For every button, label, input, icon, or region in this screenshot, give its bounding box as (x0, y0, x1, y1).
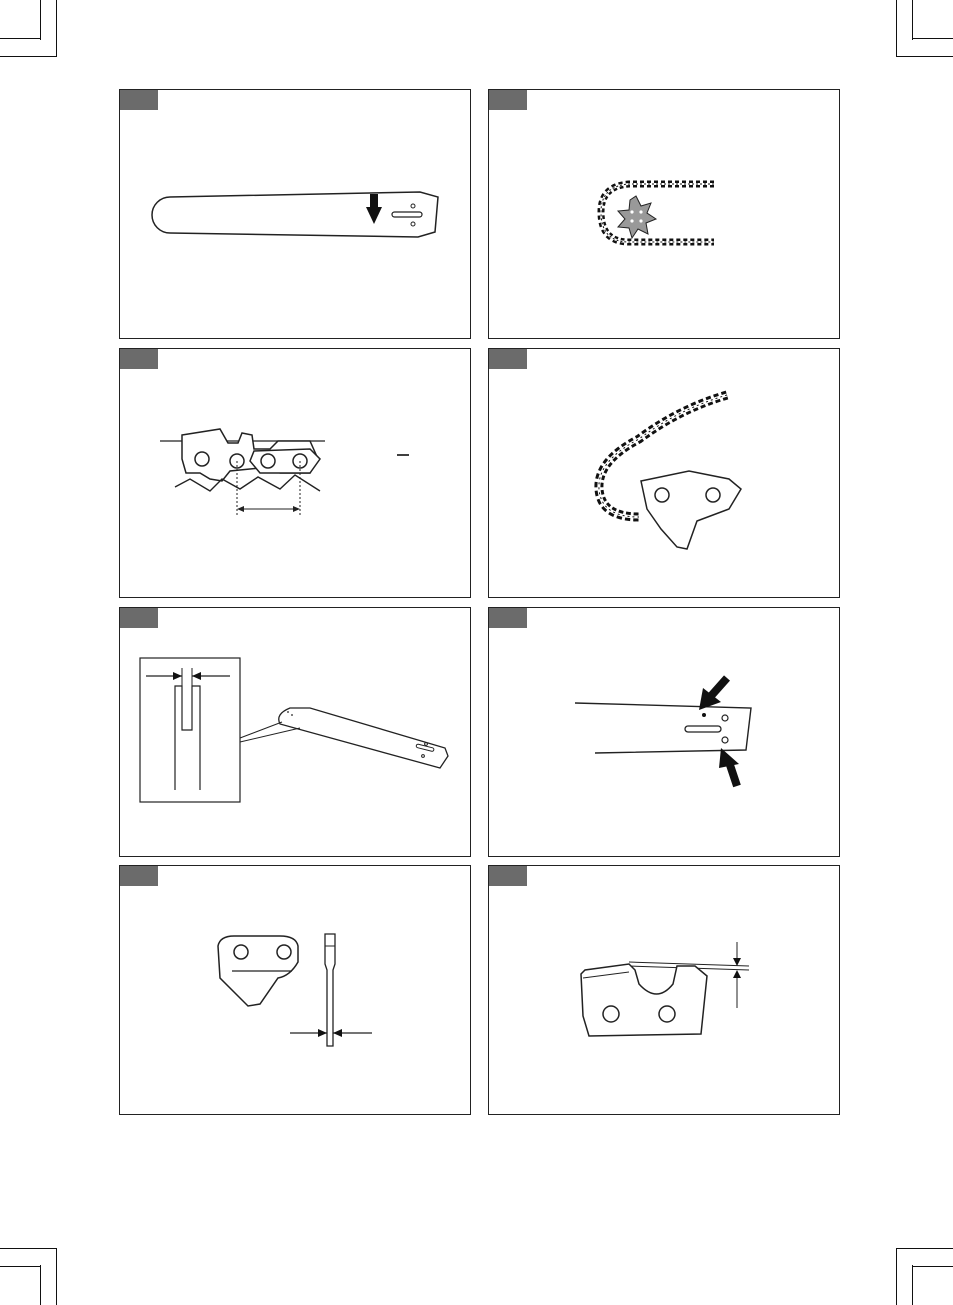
panel-chain-loop (488, 348, 840, 598)
groove-width-illustration (120, 608, 472, 858)
chain-loop-illustration (489, 349, 841, 599)
chain-sprocket-illustration (489, 90, 841, 340)
panel-chain-sprocket (488, 89, 840, 339)
guide-bar-illustration (120, 90, 472, 340)
panel-groove-width (119, 607, 471, 857)
chain-pitch-illustration (120, 349, 472, 599)
panel-chain-pitch (119, 348, 471, 598)
arrow-down-left-icon (699, 678, 727, 710)
sprocket-icon (618, 196, 656, 238)
panel-drive-link-gauge (119, 865, 471, 1115)
panel-guide-bar (119, 89, 471, 339)
cutter-link-shape (641, 471, 741, 549)
depth-gauge-illustration (489, 866, 841, 1116)
arrow-up-icon (719, 748, 739, 786)
drive-link-illustration (120, 866, 472, 1116)
panel-depth-gauge (488, 865, 840, 1115)
bar-holes-illustration (489, 608, 841, 858)
panel-bar-holes (488, 607, 840, 857)
